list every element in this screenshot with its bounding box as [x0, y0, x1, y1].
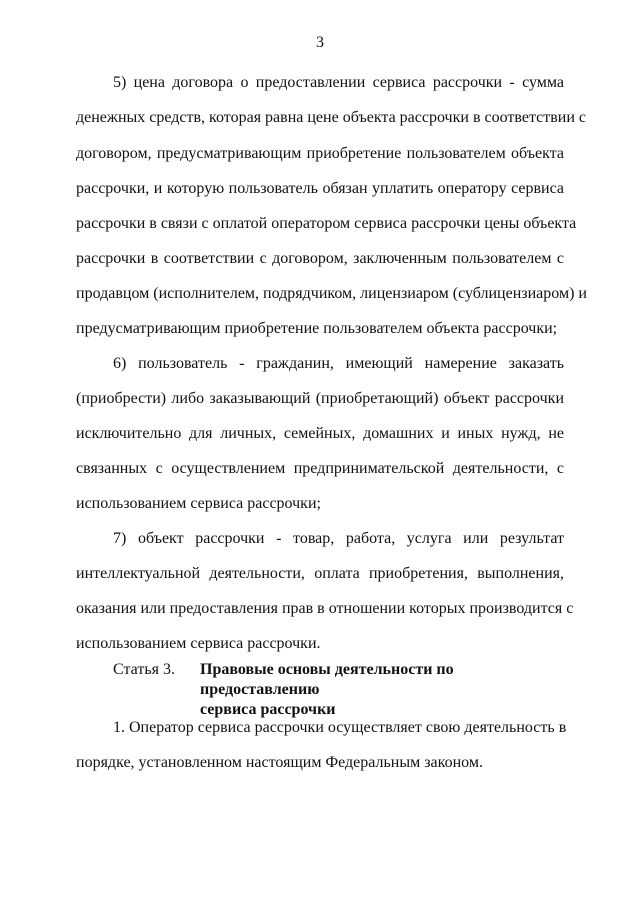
page-number: 3: [316, 34, 324, 51]
paragraph-line: использованием сервиса рассрочки.: [76, 635, 321, 652]
paragraph-line: денежных средств, которая равна цене объекта рассрочки в соответствии с: [76, 109, 586, 126]
paragraph-line: (приобрести) либо заказывающий (приобретающий) объект рассрочки: [76, 390, 564, 407]
paragraph-line: связанных с осуществлением предпринимательской деятельности, с: [76, 460, 564, 477]
paragraph-line: рассрочки в соответствии с договором, заключенным пользователем с: [76, 250, 564, 267]
paragraph-line: договором, предусматривающим приобретение пользователем объекта: [76, 145, 564, 162]
article-number: Статья 3.: [113, 661, 175, 678]
paragraph-line: рассрочки в связи с оплатой оператором сервиса рассрочки цены объекта: [76, 215, 577, 232]
paragraph-line: порядке, установленном настоящим Федеральным законом.: [76, 754, 483, 771]
article-title-line: Правовые основы деятельности по предоставлению: [200, 661, 454, 698]
paragraph-line: 7) объект рассрочки - товар, работа, услуга или результат: [113, 530, 564, 547]
paragraph-line: 1. Оператор сервиса рассрочки осуществляет свою деятельность в: [113, 719, 567, 736]
paragraph-line: использованием сервиса рассрочки;: [76, 495, 321, 512]
article-title: [200, 660, 560, 720]
paragraph-line: продавцом (исполнителем, подрядчиком, лицензиаром (сублицензиаром) и: [76, 285, 587, 302]
paragraph-line: исключительно для личных, семейных, домашних и иных нужд, не: [76, 425, 564, 442]
paragraph-line: 5) цена договора о предоставлении сервиса рассрочки - сумма: [113, 74, 564, 91]
article-title-line: сервиса рассрочки: [200, 701, 336, 718]
paragraph-line: оказания или предоставления прав в отношении которых производится с: [76, 600, 574, 617]
paragraph-line: интеллектуальной деятельности, оплата приобретения, выполнения,: [76, 565, 564, 582]
paragraph-line: рассрочки, и которую пользователь обязан уплатить оператору сервиса: [76, 180, 564, 197]
paragraph-line: 6) пользователь - гражданин, имеющий намерение заказать: [113, 355, 564, 372]
paragraph-line: предусматривающим приобретение пользователем объекта рассрочки;: [76, 320, 558, 337]
